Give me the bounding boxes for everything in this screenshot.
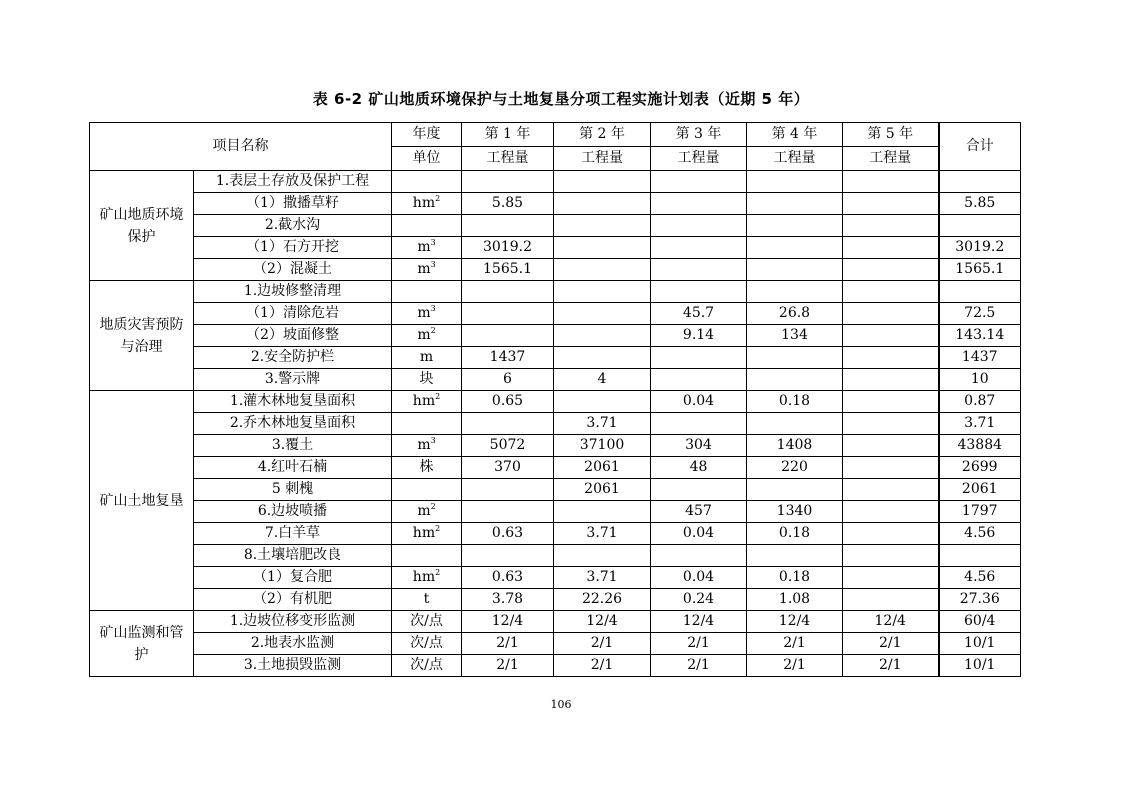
category-cell: 矿山监测和管护: [90, 611, 194, 677]
year-2-header: 第 2 年: [554, 123, 651, 147]
year-2-quantity-cell: 2/1: [554, 655, 651, 677]
table-title: 表 6-2 矿山地质环境保护与土地复垦分项工程实施计划表（近期 5 年）: [312, 90, 810, 108]
year-4-quantity-cell: [747, 545, 843, 567]
year-4-quantity-header: 工程量: [747, 147, 843, 171]
year-1-quantity-cell: [462, 325, 554, 347]
year-3-quantity-cell: [651, 281, 747, 303]
unit-text: 次/点: [410, 613, 443, 629]
unit-text: hm: [412, 195, 436, 211]
year-3-quantity-cell: [651, 347, 747, 369]
category-cell: 矿山土地复垦: [90, 391, 194, 611]
year-4-quantity-cell: 26.8: [747, 303, 843, 325]
year-1-quantity-cell: 0.65: [462, 391, 554, 413]
year-5-quantity-cell: [843, 391, 939, 413]
year-5-quantity-cell: [843, 413, 939, 435]
year-2-quantity-cell: 4: [554, 369, 651, 391]
total-cell: 43884: [939, 435, 1021, 457]
year-4-quantity-cell: 2/1: [747, 655, 843, 677]
year-2-quantity-cell: [554, 303, 651, 325]
year-2-quantity-cell: 3.71: [554, 413, 651, 435]
unit-exponent: 2: [435, 392, 441, 401]
year-1-quantity-cell: 12/4: [462, 611, 554, 633]
year-1-quantity-cell: 0.63: [462, 567, 554, 589]
unit-cell: [392, 325, 462, 347]
total-cell: 60/4: [939, 611, 1021, 633]
unit-text: 次/点: [410, 635, 443, 651]
item-name-cell: （1）复合肥: [194, 567, 392, 589]
year-1-quantity-cell: 2/1: [462, 633, 554, 655]
unit-exponent: 3: [430, 238, 436, 247]
unit-text: hm: [412, 393, 436, 409]
year-5-quantity-header: 工程量: [843, 147, 939, 171]
table-row: [90, 589, 1021, 611]
item-name-cell: 2.地表水监测: [194, 633, 392, 655]
total-cell: [939, 215, 1021, 237]
year-5-quantity-cell: [843, 171, 939, 193]
table-row: [90, 237, 1021, 259]
total-cell: 3.71: [939, 413, 1021, 435]
unit-text: m: [419, 349, 434, 365]
year-2-quantity-cell: [554, 391, 651, 413]
unit-cell: [392, 259, 462, 281]
header-row-1: [90, 123, 1021, 147]
year-3-quantity-cell: 304: [651, 435, 747, 457]
item-name-cell: （2）坡面修整: [194, 325, 392, 347]
table-row: [90, 281, 1021, 303]
unit-cell: [392, 655, 462, 677]
year-5-quantity-cell: [843, 479, 939, 501]
table-row: [90, 479, 1021, 501]
year-3-quantity-cell: 9.14: [651, 325, 747, 347]
table-row: [90, 347, 1021, 369]
year-2-quantity-cell: 2061: [554, 479, 651, 501]
year-1-quantity-cell: 1565.1: [462, 259, 554, 281]
unit-text: m: [417, 503, 431, 519]
year-4-quantity-cell: 0.18: [747, 391, 843, 413]
year-4-quantity-cell: 2/1: [747, 633, 843, 655]
year-1-quantity-cell: [462, 413, 554, 435]
year-5-quantity-cell: 2/1: [843, 655, 939, 677]
unit-cell: [392, 391, 462, 413]
year-2-quantity-cell: 2/1: [554, 633, 651, 655]
year-1-quantity-cell: 2/1: [462, 655, 554, 677]
unit-cell: [392, 457, 462, 479]
year-4-header: 第 4 年: [747, 123, 843, 147]
table-row: [90, 633, 1021, 655]
total-cell: [939, 281, 1021, 303]
unit-cell: [392, 523, 462, 545]
unit-exponent: 2: [435, 568, 441, 577]
unit-text: t: [423, 591, 430, 607]
unit-cell: [392, 611, 462, 633]
year-2-quantity-cell: [554, 193, 651, 215]
total-cell: [939, 171, 1021, 193]
year-4-quantity-cell: [747, 413, 843, 435]
total-cell: 72.5: [939, 303, 1021, 325]
year-3-quantity-cell: [651, 369, 747, 391]
year-2-quantity-cell: [554, 237, 651, 259]
year-1-quantity-cell: 5.85: [462, 193, 554, 215]
year-4-quantity-cell: 1408: [747, 435, 843, 457]
year-5-quantity-cell: [843, 215, 939, 237]
year-4-quantity-cell: 12/4: [747, 611, 843, 633]
year-5-quantity-cell: 2/1: [843, 633, 939, 655]
year-4-quantity-cell: 0.18: [747, 567, 843, 589]
year-3-quantity-cell: [651, 413, 747, 435]
year-5-quantity-cell: [843, 545, 939, 567]
unit-text: m: [417, 239, 431, 255]
unit-cell: [392, 435, 462, 457]
year-3-quantity-cell: 2/1: [651, 633, 747, 655]
unit-exponent: 2: [435, 524, 441, 533]
year-header: 年度: [392, 123, 462, 147]
year-5-quantity-cell: [843, 281, 939, 303]
year-3-quantity-cell: 12/4: [651, 611, 747, 633]
item-name-cell: 1.边坡修整清理: [194, 281, 392, 303]
total-cell: 10/1: [939, 655, 1021, 677]
year-4-quantity-cell: [747, 215, 843, 237]
year-3-quantity-cell: 0.04: [651, 391, 747, 413]
table-row: [90, 193, 1021, 215]
year-5-quantity-cell: [843, 237, 939, 259]
item-name-cell: 7.白羊草: [194, 523, 392, 545]
year-4-quantity-cell: [747, 369, 843, 391]
year-1-quantity-cell: [462, 171, 554, 193]
unit-cell: [392, 347, 462, 369]
table-row: [90, 435, 1021, 457]
item-name-cell: 1.边坡位移变形监测: [194, 611, 392, 633]
year-2-quantity-header: 工程量: [554, 147, 651, 171]
year-3-quantity-cell: [651, 193, 747, 215]
unit-cell: [392, 171, 462, 193]
table-row: [90, 391, 1021, 413]
year-4-quantity-cell: [747, 193, 843, 215]
year-4-quantity-cell: [747, 347, 843, 369]
unit-text: 次/点: [410, 657, 443, 673]
unit-cell: [392, 633, 462, 655]
table-row: [90, 567, 1021, 589]
total-cell: 10/1: [939, 633, 1021, 655]
year-1-header: 第 1 年: [462, 123, 554, 147]
year-4-quantity-cell: 1340: [747, 501, 843, 523]
item-name-cell: （2）有机肥: [194, 589, 392, 611]
unit-cell: [392, 545, 462, 567]
table-row: [90, 215, 1021, 237]
unit-text: 块: [419, 371, 434, 387]
year-1-quantity-cell: 3019.2: [462, 237, 554, 259]
total-cell: 2061: [939, 479, 1021, 501]
item-name-cell: 5 刺槐: [194, 479, 392, 501]
total-cell: 3019.2: [939, 237, 1021, 259]
year-2-quantity-cell: [554, 347, 651, 369]
unit-cell: [392, 369, 462, 391]
item-name-cell: （1）石方开挖: [194, 237, 392, 259]
item-name-cell: 2.乔木林地复垦面积: [194, 413, 392, 435]
year-5-quantity-cell: [843, 567, 939, 589]
unit-cell: [392, 589, 462, 611]
year-1-quantity-cell: 1437: [462, 347, 554, 369]
year-1-quantity-cell: [462, 501, 554, 523]
table-row: [90, 303, 1021, 325]
year-4-quantity-cell: [747, 171, 843, 193]
item-name-cell: 3.覆土: [194, 435, 392, 457]
unit-exponent: 3: [430, 436, 436, 445]
year-3-quantity-cell: [651, 237, 747, 259]
year-5-quantity-cell: [843, 589, 939, 611]
unit-exponent: 3: [430, 260, 436, 269]
year-4-quantity-cell: 134: [747, 325, 843, 347]
table-row: [90, 501, 1021, 523]
item-name-cell: （2）混凝土: [194, 259, 392, 281]
year-1-quantity-cell: [462, 281, 554, 303]
year-3-quantity-cell: 45.7: [651, 303, 747, 325]
year-2-quantity-cell: 3.71: [554, 523, 651, 545]
unit-cell: [392, 501, 462, 523]
year-2-quantity-cell: [554, 545, 651, 567]
unit-text: hm: [412, 569, 436, 585]
table-row: [90, 413, 1021, 435]
year-4-quantity-cell: 0.18: [747, 523, 843, 545]
total-cell: 2699: [939, 457, 1021, 479]
table-row: [90, 171, 1021, 193]
year-5-quantity-cell: [843, 501, 939, 523]
total-cell: 1565.1: [939, 259, 1021, 281]
year-3-quantity-cell: 48: [651, 457, 747, 479]
year-2-quantity-cell: 3.71: [554, 567, 651, 589]
year-3-quantity-cell: [651, 171, 747, 193]
table-row: [90, 457, 1021, 479]
year-4-quantity-cell: 220: [747, 457, 843, 479]
unit-cell: [392, 281, 462, 303]
unit-cell: [392, 567, 462, 589]
item-name-cell: 4.红叶石楠: [194, 457, 392, 479]
year-5-header: 第 5 年: [843, 123, 939, 147]
year-1-quantity-cell: [462, 479, 554, 501]
item-name-cell: 1.表层土存放及保护工程: [194, 171, 392, 193]
year-5-quantity-cell: [843, 193, 939, 215]
table-row: [90, 259, 1021, 281]
unit-text: m: [417, 261, 431, 277]
year-5-quantity-cell: [843, 523, 939, 545]
table-row: [90, 325, 1021, 347]
total-header: 合计: [939, 123, 1021, 171]
year-2-quantity-cell: [554, 215, 651, 237]
year-3-quantity-cell: 457: [651, 501, 747, 523]
unit-text: m: [417, 327, 431, 343]
year-4-quantity-cell: [747, 479, 843, 501]
year-5-quantity-cell: [843, 369, 939, 391]
unit-text: hm: [412, 525, 436, 541]
year-4-quantity-cell: [747, 281, 843, 303]
item-name-cell: 3.警示牌: [194, 369, 392, 391]
year-1-quantity-header: 工程量: [462, 147, 554, 171]
year-2-quantity-cell: 12/4: [554, 611, 651, 633]
unit-cell: [392, 479, 462, 501]
year-3-quantity-cell: [651, 545, 747, 567]
year-2-quantity-cell: 37100: [554, 435, 651, 457]
plan-table: [89, 122, 1021, 677]
total-cell: 0.87: [939, 391, 1021, 413]
year-5-quantity-cell: [843, 325, 939, 347]
year-5-quantity-cell: [843, 303, 939, 325]
year-1-quantity-cell: 0.63: [462, 523, 554, 545]
unit-cell: [392, 215, 462, 237]
year-3-quantity-cell: 0.04: [651, 523, 747, 545]
year-5-quantity-cell: 12/4: [843, 611, 939, 633]
year-3-quantity-cell: 2/1: [651, 655, 747, 677]
year-1-quantity-cell: [462, 303, 554, 325]
year-2-quantity-cell: [554, 501, 651, 523]
page-number: 106: [550, 698, 572, 711]
year-3-quantity-cell: [651, 259, 747, 281]
unit-text: m: [417, 305, 431, 321]
year-3-quantity-cell: 0.24: [651, 589, 747, 611]
total-cell: 1797: [939, 501, 1021, 523]
year-4-quantity-cell: 1.08: [747, 589, 843, 611]
year-5-quantity-cell: [843, 435, 939, 457]
year-3-quantity-header: 工程量: [651, 147, 747, 171]
total-cell: 1437: [939, 347, 1021, 369]
project-name-header: 项目名称: [90, 123, 392, 171]
unit-text: m: [417, 437, 431, 453]
unit-cell: [392, 193, 462, 215]
year-5-quantity-cell: [843, 347, 939, 369]
year-4-quantity-cell: [747, 259, 843, 281]
table-row: [90, 369, 1021, 391]
total-cell: 27.36: [939, 589, 1021, 611]
year-3-quantity-cell: [651, 479, 747, 501]
total-cell: 143.14: [939, 325, 1021, 347]
item-name-cell: （1）撒播草籽: [194, 193, 392, 215]
year-2-quantity-cell: [554, 281, 651, 303]
year-2-quantity-cell: 2061: [554, 457, 651, 479]
year-1-quantity-cell: 3.78: [462, 589, 554, 611]
year-2-quantity-cell: 22.26: [554, 589, 651, 611]
item-name-cell: （1）清除危岩: [194, 303, 392, 325]
item-name-cell: 6.边坡喷播: [194, 501, 392, 523]
unit-exponent: 2: [430, 502, 436, 511]
unit-header: 单位: [392, 147, 462, 171]
category-cell: 地质灾害预防与治理: [90, 281, 194, 391]
total-cell: 10: [939, 369, 1021, 391]
category-cell: 矿山地质环境保护: [90, 171, 194, 281]
year-3-header: 第 3 年: [651, 123, 747, 147]
total-cell: 5.85: [939, 193, 1021, 215]
year-2-quantity-cell: [554, 259, 651, 281]
year-2-quantity-cell: [554, 325, 651, 347]
year-1-quantity-cell: 370: [462, 457, 554, 479]
total-cell: [939, 545, 1021, 567]
year-5-quantity-cell: [843, 259, 939, 281]
year-3-quantity-cell: [651, 215, 747, 237]
unit-cell: [392, 413, 462, 435]
year-2-quantity-cell: [554, 171, 651, 193]
year-1-quantity-cell: [462, 545, 554, 567]
unit-exponent: 3: [430, 304, 436, 313]
year-4-quantity-cell: [747, 237, 843, 259]
year-1-quantity-cell: [462, 215, 554, 237]
year-5-quantity-cell: [843, 457, 939, 479]
item-name-cell: 8.土壤培肥改良: [194, 545, 392, 567]
table-row: [90, 655, 1021, 677]
item-name-cell: 1.灌木林地复垦面积: [194, 391, 392, 413]
item-name-cell: 2.安全防护栏: [194, 347, 392, 369]
year-3-quantity-cell: 0.04: [651, 567, 747, 589]
item-name-cell: 2.截水沟: [194, 215, 392, 237]
table-row: [90, 545, 1021, 567]
unit-text: 株: [419, 459, 434, 475]
total-cell: 4.56: [939, 523, 1021, 545]
unit-cell: [392, 303, 462, 325]
table-row: [90, 611, 1021, 633]
unit-exponent: 2: [435, 194, 441, 203]
table-row: [90, 523, 1021, 545]
total-cell: 4.56: [939, 567, 1021, 589]
unit-exponent: 2: [430, 326, 436, 335]
item-name-cell: 3.土地损毁监测: [194, 655, 392, 677]
year-1-quantity-cell: 6: [462, 369, 554, 391]
unit-cell: [392, 237, 462, 259]
year-1-quantity-cell: 5072: [462, 435, 554, 457]
